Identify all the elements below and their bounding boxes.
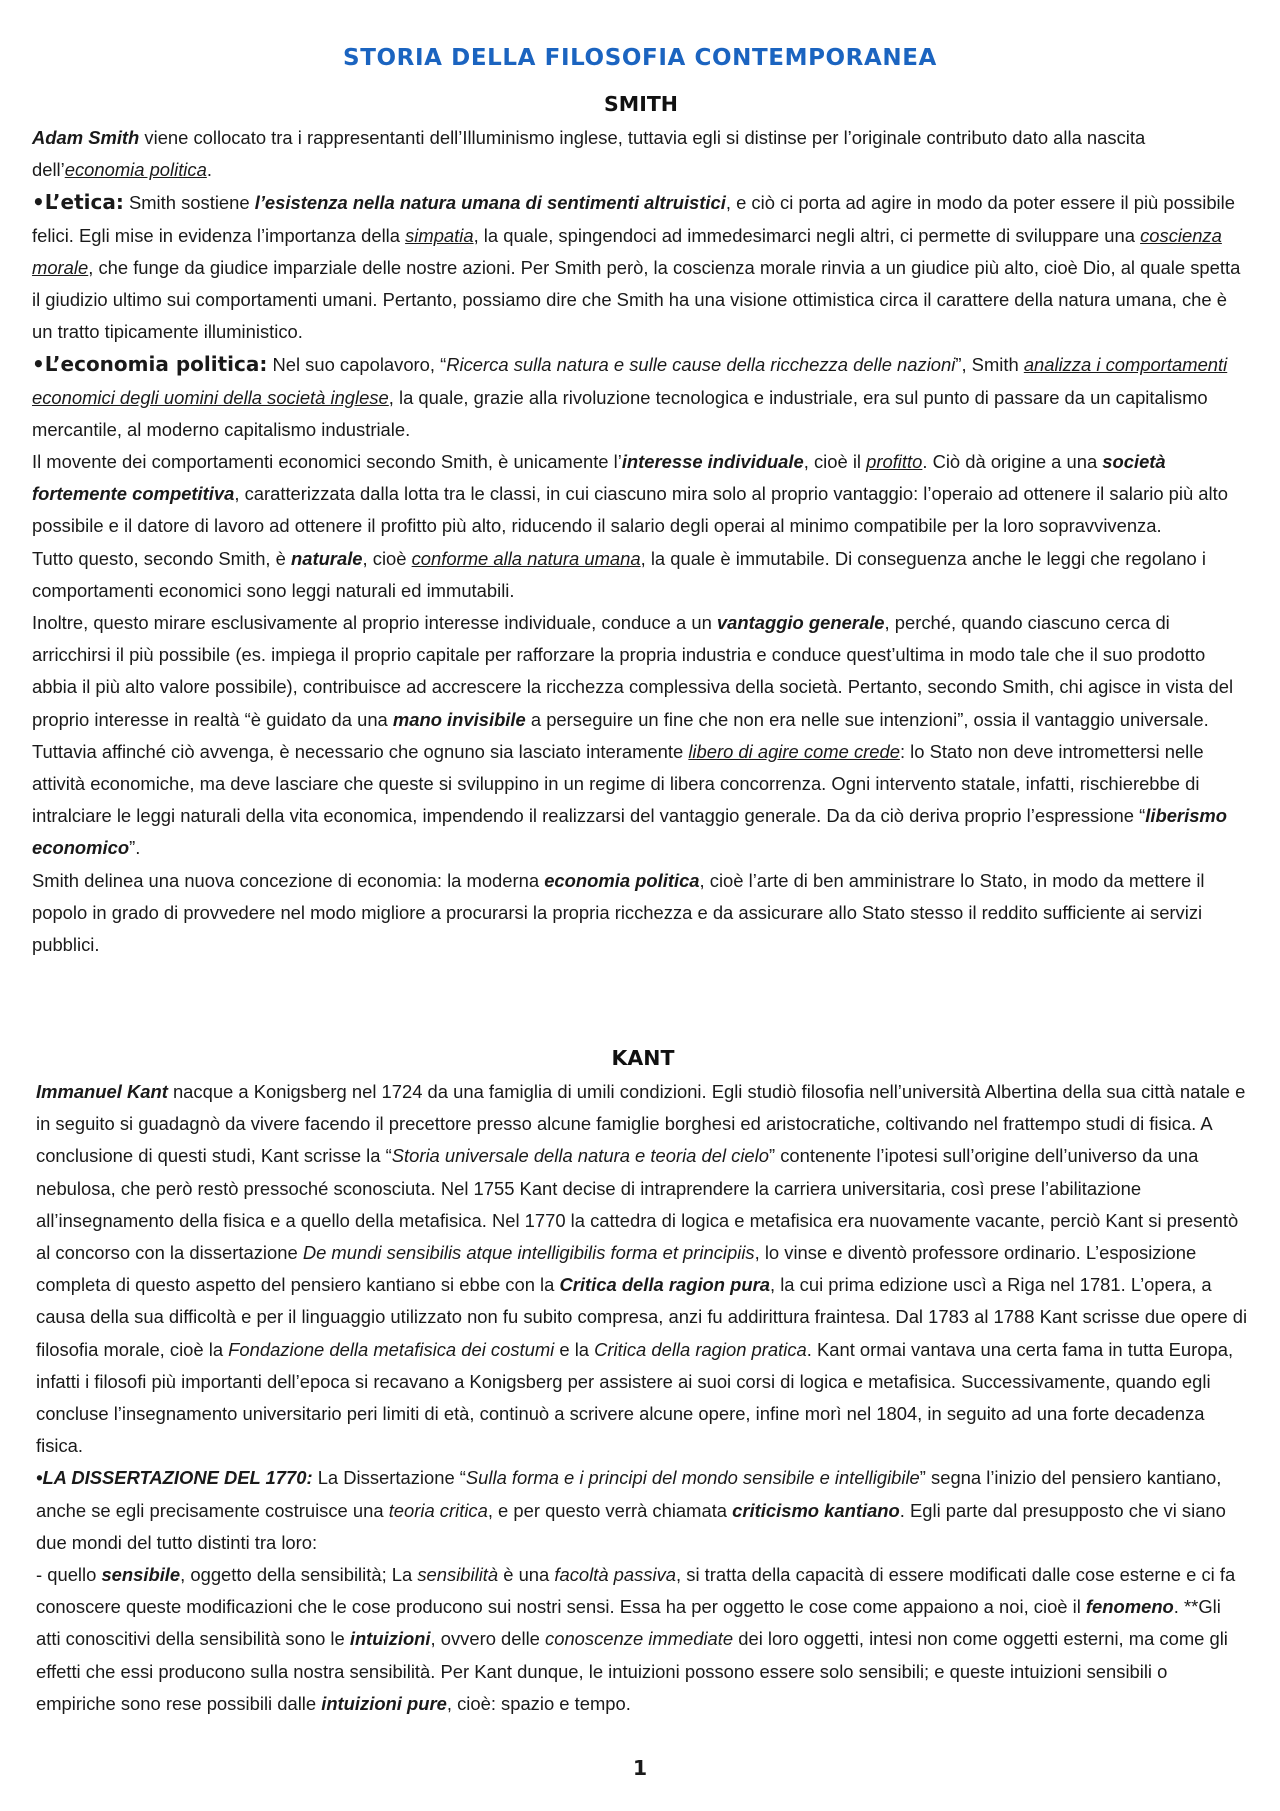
text-run: •LA DISSERTAZIONE DEL 1770: [36, 1467, 313, 1489]
text-run: Critica della ragion pratica [594, 1338, 807, 1360]
paragraph-smith-concezione: Smith delinea una nuova concezione di economia: la moderna economia politica, cioè l’arte di ben amministrare lo Stato, in modo da mettere il popolo in grado di provvedere nel modo migliore a procurarsi la propria ricchezza e da assicurare allo Stato stesso il reddito sufficiente ai servizi pubblici. [32, 869, 1205, 956]
section-kant [36, 1040, 1250, 1720]
text-run: profitto [866, 451, 923, 473]
paragraph-kant-bio: Immanuel Kant nacque a Konigsberg nel 1724 da una famiglia di umili condizioni. Egli studiò filosofia nell’università Albertina della sua città natale e in seguito si guadagnò da vivere facendo il precettore presso alcune famiglie borghesi ed aristocratiche, coltivando nel frattempo studi di fisica. A conclusione di questi studi, Kant scrisse la “Storia universale della natura e teoria del cielo” contenente l’ipotesi sull’origine dell’universo da una nebulosa, che però restò pressoché sconosciuta. Nel 1755 Kant decise di intraprendere la carriera universitaria, così prese l’abilitazione all’insegnamento della fisica e a quello della metafisica. Nel 1770 la cattedra di logica e metafisica era nuovamente vacante, perciò Kant si presentò al concorso con la dissertazione De mundi sensibilis atque intelligibilis forma et principiis, lo vinse e diventò professore ordinario. L’esposizione completa di questo aspetto del pensiero kantiano si ebbe con la Critica della ragion pura, la cui prima edizione uscì a Riga nel 1781. L’opera, a causa della sua difficoltà e per il linguaggio utilizzato non fu subito compresa, anzi fu addirittura fraintesa. Dal 1783 al 1788 Kant scrisse due opere di filosofia morale, cioè la Fondazione della metafisica dei costumi e la Critica della ragion pratica. Kant ormai vantava una certa fama in tutta Europa, infatti i filosofi più importanti dell’epoca si recavano a Konigsberg per assistere ai suoi corsi di logica e metafisica. Successivamente, quando egli concluse l’insegnamento universitario peri limiti di età, continuò a scrivere alcune opere, infine morì nel 1804, in seguito ad una forte decadenza fisica. [36, 1081, 1248, 1457]
text-run: liberismo economico [32, 805, 1228, 859]
text-run: sensibile [101, 1564, 181, 1586]
text-run: interesse individuale [621, 451, 804, 473]
text-run: mano invisibile [392, 708, 526, 730]
paragraph-smith-naturale: Tutto questo, secondo Smith, è naturale, cioè conforme alla natura umana, la quale è immutabile. Di conseguenza anche le leggi che regolano i comportamenti economici sono leggi naturali ed immutabili. [32, 547, 1206, 601]
text-run: l’esistenza nella natura umana di sentimenti altruistici [254, 192, 726, 214]
text-run: economia politica [544, 869, 700, 891]
section-heading-kant: KANT [611, 1046, 675, 1070]
text-run: Immanuel Kant [36, 1081, 168, 1102]
text-run: fenomeno [1085, 1596, 1174, 1618]
document-title: STORIA DELLA FILOSOFIA CONTEMPORANEA [343, 45, 937, 71]
text-run: teoria critica [388, 1499, 488, 1521]
text-run: economia politica [64, 159, 207, 181]
paragraph-kant-sensibile: - quello sensibile, oggetto della sensibilità; La sensibilità è una facoltà passiva, si tratta della capacità di essere modificati dalle cose esterne e ci fa conoscere queste modificazioni che le cose producono sui nostri sensi. Essa ha per oggetto le cose come appaiono a noi, cioè il fenomeno. **Gli atti conoscitivi della sensibilità sono le intuizioni, ovvero delle conoscenze immediate dei loro oggetti, intesi non come oggetti esterni, ma come gli effetti che essi producono sulla nostra sensibilità. Per Kant dunque, le intuizioni possono essere solo sensibili; e queste intuizioni sensibili o empiriche sono rese possibili dalle intuizioni pure, cioè: spazio e tempo. [36, 1564, 1236, 1714]
text-run: analizza i comportamenti economici degli uomini della società inglese [32, 354, 1228, 408]
paragraph-kant-dissertazione: •LA DISSERTAZIONE DEL 1770: La Dissertazione “Sulla forma e i principi del mondo sensibile e intelligibile” segna l’inizio del pensiero kantiano, anche se egli precisamente costruisce una teoria critica, e per questo verrà chiamata criticismo kantiano. Egli parte dal presupposto che vi siano due mondi del tutto distinti tra loro: [36, 1467, 1226, 1553]
text-run: Critica della ragion pura [559, 1274, 770, 1296]
text-run: intuizioni [349, 1628, 431, 1650]
text-run: •L’economia politica: [32, 352, 268, 377]
paragraph-smith-etica: •L’etica: Smith sostiene l’esistenza nella natura umana di sentimenti altruistici, e ciò ci porta ad agire in modo da poter essere il più possibile felici. Egli mise in evidenza l’importanza della simpatia, la quale, spingendoci ad immedesimarci negli altri, ci permette di sviluppare una coscienza morale, che funge da giudice imparziale delle nostre azioni. Per Smith però, la coscienza morale rinvia a un giudice più alto, cioè Dio, al quale spetta il giudizio ultimo sui comportamenti umani. Pertanto, possiamo dire che Smith ha una visione ottimistica circa il carattere della natura umana, che è un tratto tipicamente illuministico. [32, 190, 1241, 343]
text-run: De mundi sensibilis atque intelligibilis forma et principiis [302, 1242, 755, 1264]
paragraph-smith-economia: •L’economia politica: Nel suo capolavoro, “Ricerca sulla natura e sulle cause della ricchezza delle nazioni”, Smith analizza i comportamenti economici degli uomini della società inglese, la quale, grazie alla rivoluzione tecnologica e industriale, era sul punto di passare da un capitalismo mercantile, al moderno capitalismo industriale. [32, 352, 1228, 440]
paragraph-smith-intro: Adam Smith viene collocato tra i rappresentanti dell’Illuminismo inglese, tuttavia egli si distinse per l’originale contributo dato alla nascita dell’economia politica. [32, 127, 1146, 181]
paragraph-smith-movente: Il movente dei comportamenti economici secondo Smith, è unicamente l’interesse individuale, cioè il profitto. Ciò dà origine a una società fortemente competitiva, caratterizzata dalla lotta tra le classi, in cui ciascuno mira solo al proprio vantaggio: l’operaio ad ottenere il salario più alto possibile e il datore di lavoro ad ottenere il profitto più alto, riducendo il salario degli operai al minimo compatibile per la loro sopravvivenza. [32, 451, 1228, 537]
text-run: simpatia [405, 224, 474, 246]
text-run: intuizioni pure [321, 1692, 447, 1714]
text-run: criticismo kantiano [732, 1499, 900, 1521]
page-number: 1 [632, 1756, 648, 1780]
paragraph-smith-liberismo: Tuttavia affinché ciò avvenga, è necessario che ognuno sia lasciato interamente libero di agire come crede: lo Stato non deve intromettersi nelle attività economiche, ma deve lasciare che queste si sviluppino in un regime di libera concorrenza. Ogni intervento statale, infatti, rischierebbe di intralciare le leggi naturali della vita economica, impendendo il realizzarsi del vantaggio generale. Da da ciò deriva proprio l’espressione “liberismo economico”. [32, 740, 1228, 859]
text-run: vantaggio generale [716, 612, 885, 634]
text-run: Storia universale della natura e teoria del cielo [391, 1145, 769, 1167]
text-run: Adam Smith [32, 127, 140, 148]
text-run: naturale [290, 547, 363, 569]
text-run: società fortemente competitiva [32, 451, 1166, 505]
paragraph-smith-vantaggio: Inoltre, questo mirare esclusivamente al proprio interesse individuale, conduce a un vantaggio generale, perché, quando ciascuno cerca di arricchirsi il più possibile (es. impiega il proprio capitale per rafforzare la propria industria e conduce quest’ultima in modo tale che il suo prodotto abbia il più alto valore possibile), contribuisce ad accrescere la ricchezza complessiva della società. Pertanto, secondo Smith, chi agisce in vista del proprio interesse in realtà “è guidato da una mano invisibile a perseguire un fine che non era nelle sue intenzioni”, ossia il vantaggio universale. [32, 612, 1234, 730]
section-heading-smith: SMITH [604, 92, 678, 116]
text-run: coscienza morale [32, 224, 1222, 278]
text-run: conoscenze immediate [545, 1628, 734, 1650]
text-run: Sulla forma e i principi del mondo sensibile e intelligibile [465, 1467, 920, 1489]
section-smith [32, 86, 1250, 961]
text-run: facoltà passiva [554, 1564, 677, 1586]
text-run: Fondazione della metafisica dei costumi [228, 1338, 555, 1360]
text-run: conforme alla natura umana [411, 547, 641, 569]
text-run: libero di agire come crede [688, 740, 900, 762]
text-run: Ricerca sulla natura e sulle cause della ricchezza delle nazioni [446, 354, 956, 376]
text-run: sensibilità [417, 1564, 499, 1586]
text-run: •L’etica: [32, 190, 124, 215]
